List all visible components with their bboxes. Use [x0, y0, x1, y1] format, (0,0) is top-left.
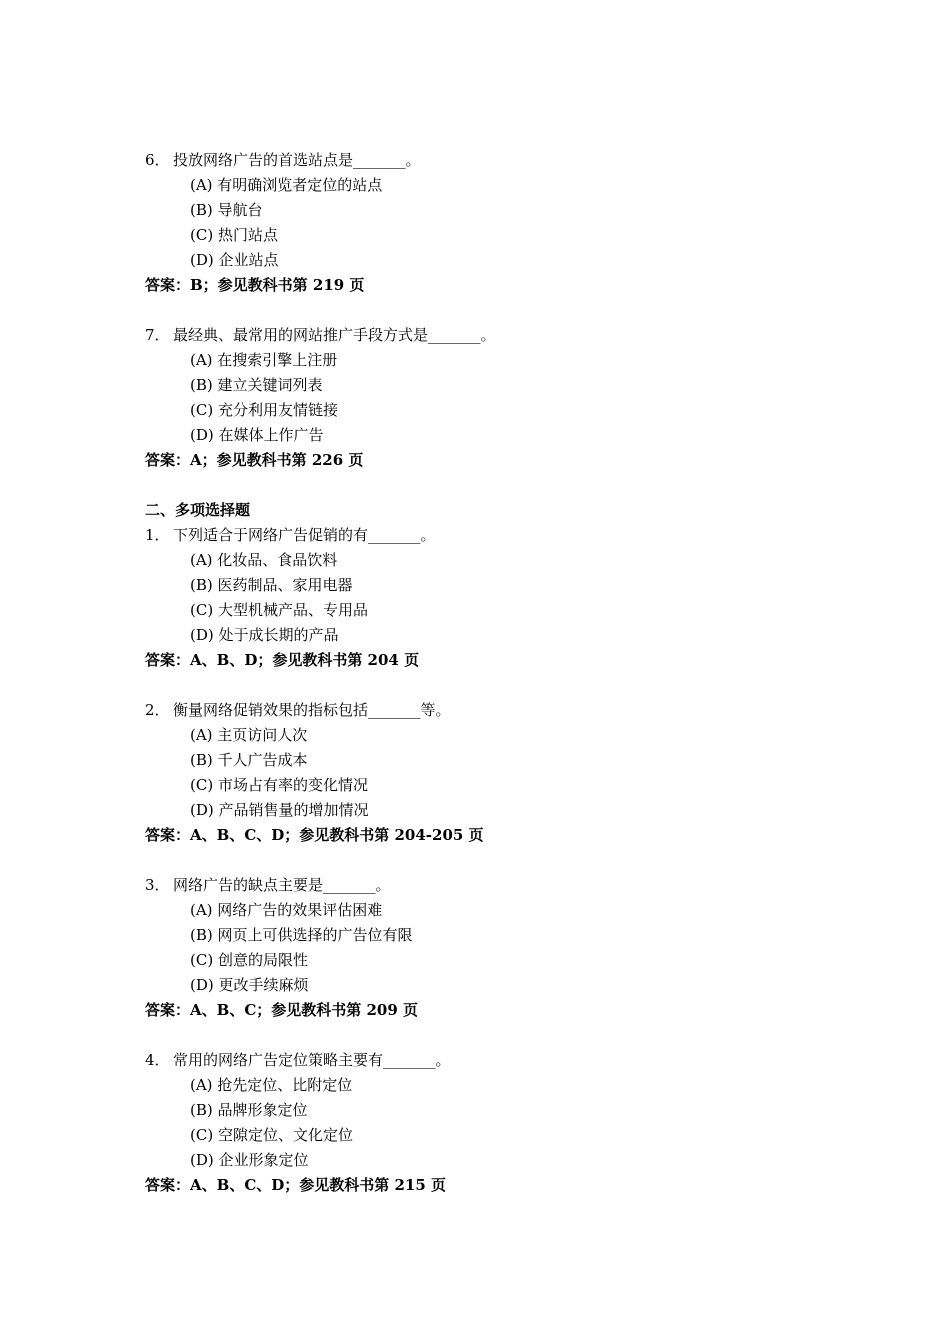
option-c: (C) 充分利用友情链接: [190, 401, 338, 419]
spacer: [145, 1023, 845, 1048]
option-d: (D) 处于成长期的产品: [190, 626, 339, 644]
answer-line: 答案：A、B、D；参见教科书第 204 页: [145, 651, 420, 669]
answer-line: 答案：A、B、C；参见教科书第 209 页: [145, 1001, 419, 1019]
option-a: (A) 有明确浏览者定位的站点: [190, 176, 383, 194]
option-b: (B) 网页上可供选择的广告位有限: [190, 926, 413, 944]
question-text: 衡量网络促销效果的指标包括_______等。: [173, 701, 451, 719]
question-number: 7．: [145, 326, 170, 344]
spacer: [145, 848, 845, 873]
option-b: (B) 导航台: [190, 201, 263, 219]
question-text: 下列适合于网络广告促销的有_______。: [173, 526, 436, 544]
option-c: (C) 市场占有率的变化情况: [190, 776, 368, 794]
question-text: 投放网络广告的首选站点是_______。: [173, 151, 421, 169]
option-b: (B) 千人广告成本: [190, 751, 308, 769]
option-b: (B) 建立关键词列表: [190, 376, 323, 394]
option-b: (B) 品牌形象定位: [190, 1101, 308, 1119]
option-a: (A) 抢先定位、比附定位: [190, 1076, 353, 1094]
question-number: 3．: [145, 876, 170, 894]
option-c: (C) 空隙定位、文化定位: [190, 1126, 353, 1144]
multi-question-2: [145, 698, 845, 723]
question-7: [145, 323, 845, 348]
answer-line: 答案：A、B、C、D；参见教科书第 215 页: [145, 1176, 447, 1194]
option-b: (B) 医药制品、家用电器: [190, 576, 353, 594]
answer-line: 答案：B；参见教科书第 219 页: [145, 276, 365, 294]
question-6: [145, 148, 845, 173]
option-c: (C) 创意的局限性: [190, 951, 308, 969]
option-d: (D) 产品销售量的增加情况: [190, 801, 369, 819]
answer-line: 答案：A、B、C、D；参见教科书第 204-205 页: [145, 826, 484, 844]
option-a: (A) 网络广告的效果评估困难: [190, 901, 383, 919]
option-c: (C) 大型机械产品、专用品: [190, 601, 368, 619]
option-a: (A) 化妆品、食品饮料: [190, 551, 338, 569]
section-title: 二、多项选择题: [145, 501, 251, 519]
question-text: 常用的网络广告定位策略主要有_______。: [173, 1051, 451, 1069]
document-body: [145, 148, 845, 1198]
question-text: 网络广告的缺点主要是_______。: [173, 876, 391, 894]
option-a: (A) 主页访问人次: [190, 726, 308, 744]
question-number: 2．: [145, 701, 170, 719]
spacer: [145, 673, 845, 698]
option-c: (C) 热门站点: [190, 226, 278, 244]
option-d: (D) 在媒体上作广告: [190, 426, 324, 444]
option-d: (D) 企业站点: [190, 251, 279, 269]
question-number: 4．: [145, 1051, 170, 1069]
question-text: 最经典、最常用的网站推广手段方式是_______。: [173, 326, 496, 344]
multi-question-1: [145, 523, 845, 548]
spacer: [145, 473, 845, 498]
option-d: (D) 企业形象定位: [190, 1151, 309, 1169]
question-number: 1．: [145, 526, 170, 544]
option-a: (A) 在搜索引擎上注册: [190, 351, 338, 369]
answer-line: 答案：A；参见教科书第 226 页: [145, 451, 364, 469]
multi-question-4: [145, 1048, 845, 1073]
option-d: (D) 更改手续麻烦: [190, 976, 309, 994]
question-number: 6．: [145, 151, 170, 169]
spacer: [145, 298, 845, 323]
multi-question-3: [145, 873, 845, 898]
